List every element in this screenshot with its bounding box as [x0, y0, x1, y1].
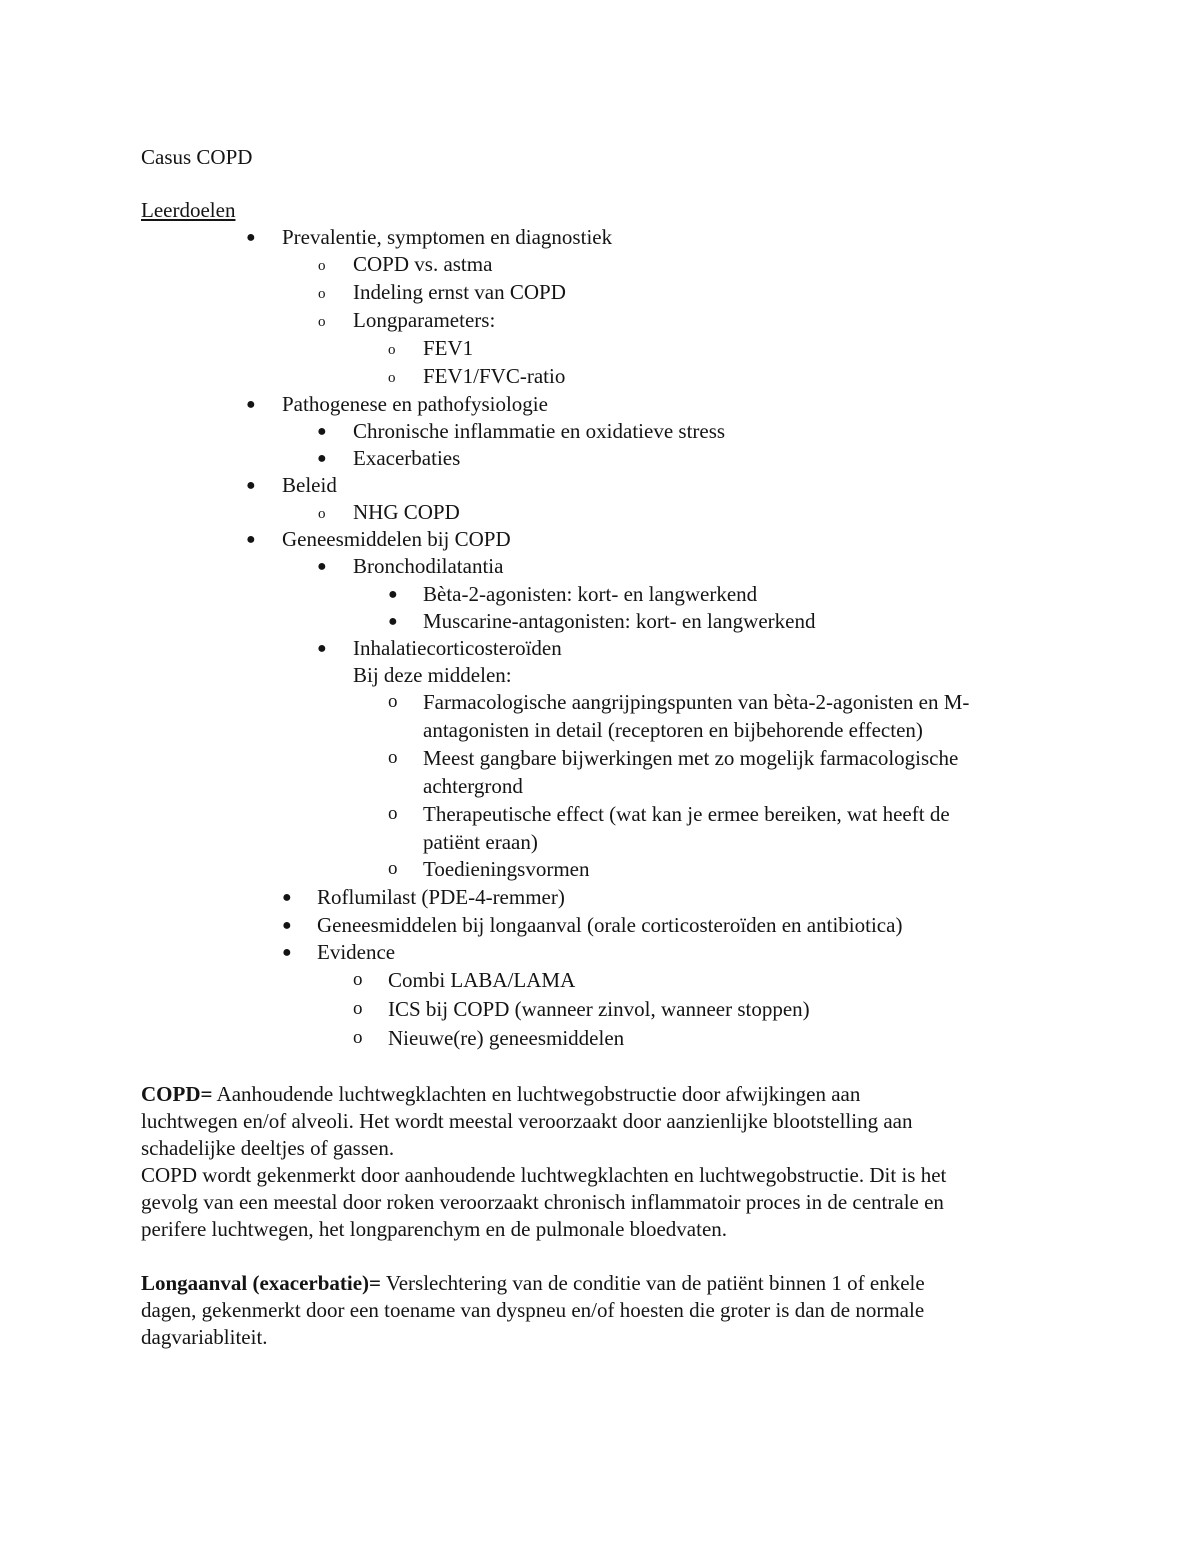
circle-bullet-icon: o: [388, 803, 398, 824]
longaanval-term: Longaanval (exacerbatie)=: [141, 1271, 382, 1295]
list-item: Inhalatiecorticosteroïden: [353, 636, 562, 660]
bullet-icon: ●: [246, 229, 256, 246]
list-item: Meest gangbare bijwerkingen met zo mogelijk farmacologische: [423, 746, 959, 770]
list-item: Geneesmiddelen bij COPD: [282, 527, 511, 551]
list-item-continuation: achtergrond: [423, 774, 523, 798]
copd-definition-line: luchtwegen en/of alveoli. Het wordt meestal veroorzaakt door aanzienlijke blootstelling aan: [141, 1109, 913, 1133]
circle-bullet-icon: o: [353, 969, 363, 990]
circle-bullet-icon: o: [353, 1027, 363, 1048]
bullet-icon: ●: [246, 396, 256, 413]
bullet-icon: ●: [282, 889, 292, 906]
list-item: Nieuwe(re) geneesmiddelen: [388, 1026, 625, 1050]
list-item: Chronische inflammatie en oxidatieve stress: [353, 419, 726, 443]
list-item: Longparameters:: [353, 308, 496, 332]
list-item: Muscarine-antagonisten: kort- en langwerkend: [423, 609, 816, 633]
copd-term: COPD=: [141, 1082, 213, 1106]
list-item: Roflumilast (PDE-4-remmer): [317, 885, 565, 909]
longaanval-definition-line: Longaanval (exacerbatie)= Verslechtering van de conditie van de patiënt binnen 1 of enkele: [141, 1271, 925, 1295]
list-item: Farmacologische aangrijpingspunten van bèta-2-agonisten en M-: [423, 690, 970, 714]
list-item: Pathogenese en pathofysiologie: [282, 392, 548, 416]
list-item: COPD vs. astma: [353, 252, 493, 276]
list-item: Beleid: [282, 473, 337, 497]
circle-bullet-icon: o: [388, 747, 398, 768]
bullet-icon: ●: [246, 531, 256, 548]
circle-bullet-icon: o: [318, 258, 326, 274]
copd-definition-line: COPD wordt gekenmerkt door aanhoudende luchtwegklachten en luchtwegobstructie. Dit is het: [141, 1163, 947, 1187]
copd-definition-line: perifere luchtwegen, het longparenchym en de pulmonale bloedvaten.: [141, 1217, 728, 1241]
bullet-icon: ●: [317, 450, 327, 467]
circle-bullet-icon: o: [318, 506, 326, 522]
list-item: Prevalentie, symptomen en diagnostiek: [282, 225, 613, 249]
list-item: FEV1: [423, 336, 474, 360]
list-item: Geneesmiddelen bij longaanval (orale corticosteroïden en antibiotica): [317, 913, 903, 937]
longaanval-definition-line: dagvariabliteit.: [141, 1325, 268, 1349]
list-item: Combi LABA/LAMA: [388, 968, 576, 992]
list-item: Therapeutische effect (wat kan je ermee bereiken, wat heeft de: [423, 802, 950, 826]
list-item: Bronchodilatantia: [353, 554, 504, 578]
list-item: Bij deze middelen:: [353, 663, 512, 687]
bullet-icon: ●: [388, 613, 398, 630]
list-item: FEV1/FVC-ratio: [423, 364, 566, 388]
longaanval-definition-line: dagen, gekenmerkt door een toename van dyspneu en/of hoesten die groter is dan de normale: [141, 1298, 925, 1322]
circle-bullet-icon: o: [318, 314, 326, 330]
circle-bullet-icon: o: [388, 858, 398, 879]
list-item-continuation: patiënt eraan): [423, 830, 538, 854]
list-item: Exacerbaties: [353, 446, 461, 470]
circle-bullet-icon: o: [318, 286, 326, 302]
circle-bullet-icon: o: [388, 342, 396, 358]
list-item: Evidence: [317, 940, 396, 964]
copd-definition-line: schadelijke deeltjes of gassen.: [141, 1136, 395, 1160]
bullet-icon: ●: [246, 477, 256, 494]
list-item: ICS bij COPD (wanneer zinvol, wanneer stoppen): [388, 997, 810, 1021]
copd-definition-line: gevolg van een meestal door roken veroorzaakt chronisch inflammatoir proces in de centrale en: [141, 1190, 944, 1214]
bullet-icon: ●: [317, 558, 327, 575]
circle-bullet-icon: o: [388, 691, 398, 712]
bullet-icon: ●: [388, 586, 398, 603]
list-item: Bèta-2-agonisten: kort- en langwerkend: [423, 582, 758, 606]
document-title: Casus COPD: [141, 145, 253, 169]
list-item: Toedieningsvormen: [423, 857, 590, 881]
circle-bullet-icon: o: [353, 998, 363, 1019]
list-item: NHG COPD: [353, 500, 460, 524]
leerdoelen-heading: Leerdoelen: [141, 198, 236, 222]
bullet-icon: ●: [317, 423, 327, 440]
list-item: Indeling ernst van COPD: [353, 280, 566, 304]
copd-definition-line: COPD= Aanhoudende luchtwegklachten en luchtwegobstructie door afwijkingen aan: [141, 1082, 861, 1106]
circle-bullet-icon: o: [388, 370, 396, 386]
bullet-icon: ●: [317, 640, 327, 657]
bullet-icon: ●: [282, 944, 292, 961]
list-item-continuation: antagonisten in detail (receptoren en bijbehorende effecten): [423, 718, 923, 742]
bullet-icon: ●: [282, 917, 292, 934]
